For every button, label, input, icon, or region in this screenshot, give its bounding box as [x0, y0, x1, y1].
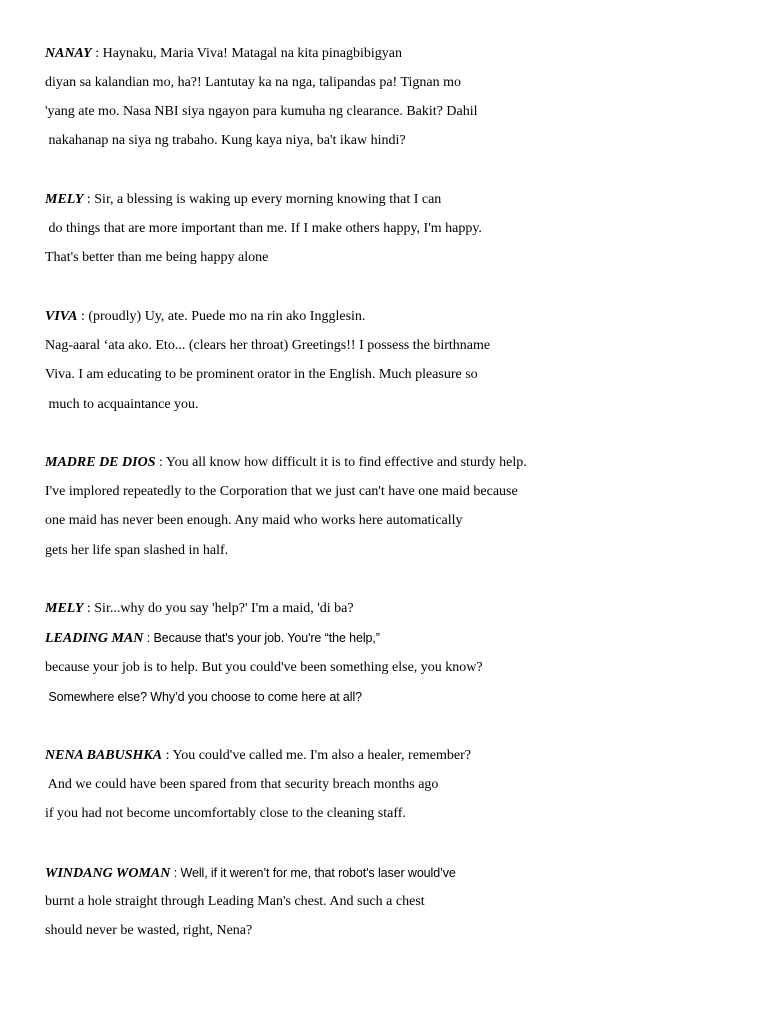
- speaker-name: LEADING MAN: [45, 631, 144, 646]
- dialogue-line: Nag-aaral ‘ata ako. Eto... (clears her throat) Greetings!! I possess the birthname: [45, 338, 491, 353]
- speaker-name: WINDANG WOMAN: [45, 866, 171, 881]
- dialogue-line: That's better than me being happy alone: [45, 250, 269, 265]
- dialogue-line: Viva. I am educating to be prominent orator in the English. Much pleasure so: [45, 367, 478, 382]
- dialogue-line: burnt a hole straight through Leading Man's chest. And such a chest: [45, 894, 425, 909]
- dialogue-line: [45, 454, 527, 472]
- dialogue-text: : Because that's your job. You're “the help,”: [143, 631, 380, 645]
- speaker-name: NANAY: [45, 46, 92, 61]
- dialogue-line: 'yang ate mo. Nasa NBI siya ngayon para kumuha ng clearance. Bakit? Dahil: [45, 104, 478, 119]
- dialogue-line: one maid has never been enough. Any maid who works here automatically: [45, 513, 463, 528]
- dialogue-text: : You all know how difficult it is to find effective and sturdy help.: [155, 455, 527, 470]
- dialogue-line: [45, 45, 402, 63]
- dialogue-line: [45, 747, 471, 765]
- speaker-name: MELY: [45, 192, 84, 207]
- dialogue-line: [45, 864, 456, 882]
- dialogue-line: because your job is to help. But you could've been something else, you know?: [45, 660, 483, 675]
- dialogue-text: : Sir...why do you say 'help?' I'm a maid, 'di ba?: [83, 601, 354, 616]
- dialogue-line: should never be wasted, right, Nena?: [45, 923, 253, 938]
- dialogue-line: [45, 600, 354, 618]
- dialogue-text: : (proudly) Uy, ate. Puede mo na rin ako Ingglesin.: [77, 309, 366, 324]
- dialogue-text: : Haynaku, Maria Viva! Matagal na kita pinagbibigyan: [91, 46, 402, 61]
- speaker-name: VIVA: [45, 309, 78, 324]
- dialogue-line: I've implored repeatedly to the Corporation that we just can't have one maid because: [45, 484, 518, 499]
- dialogue-line: do things that are more important than me. If I make others happy, I'm happy.: [45, 221, 482, 236]
- dialogue-line: [45, 191, 441, 209]
- dialogue-line: much to acquaintance you.: [45, 397, 199, 412]
- dialogue-line: nakahanap na siya ng trabaho. Kung kaya niya, ba't ikaw hindi?: [45, 133, 406, 148]
- dialogue-line: Somewhere else? Why’d you choose to come here at all?: [45, 690, 362, 704]
- dialogue-text: : You could've called me. I'm also a healer, remember?: [162, 748, 471, 763]
- dialogue-text: : Well, if it weren’t for me, that robot's laser would’ve: [170, 866, 456, 880]
- speaker-name: MELY: [45, 601, 84, 616]
- dialogue-text: : Sir, a blessing is waking up every morning knowing that I can: [83, 192, 442, 207]
- speaker-name: NENA BABUSHKA: [45, 748, 163, 763]
- dialogue-line: And we could have been spared from that security breach months ago: [45, 777, 439, 792]
- dialogue-line: [45, 308, 365, 326]
- dialogue-line: if you had not become uncomfortably close to the cleaning staff.: [45, 806, 406, 821]
- speaker-name: MADRE DE DIOS: [45, 455, 156, 470]
- dialogue-line: gets her life span slashed in half.: [45, 543, 229, 558]
- dialogue-line: [45, 629, 380, 647]
- dialogue-line: diyan sa kalandian mo, ha?! Lantutay ka na nga, talipandas pa! Tignan mo: [45, 75, 462, 90]
